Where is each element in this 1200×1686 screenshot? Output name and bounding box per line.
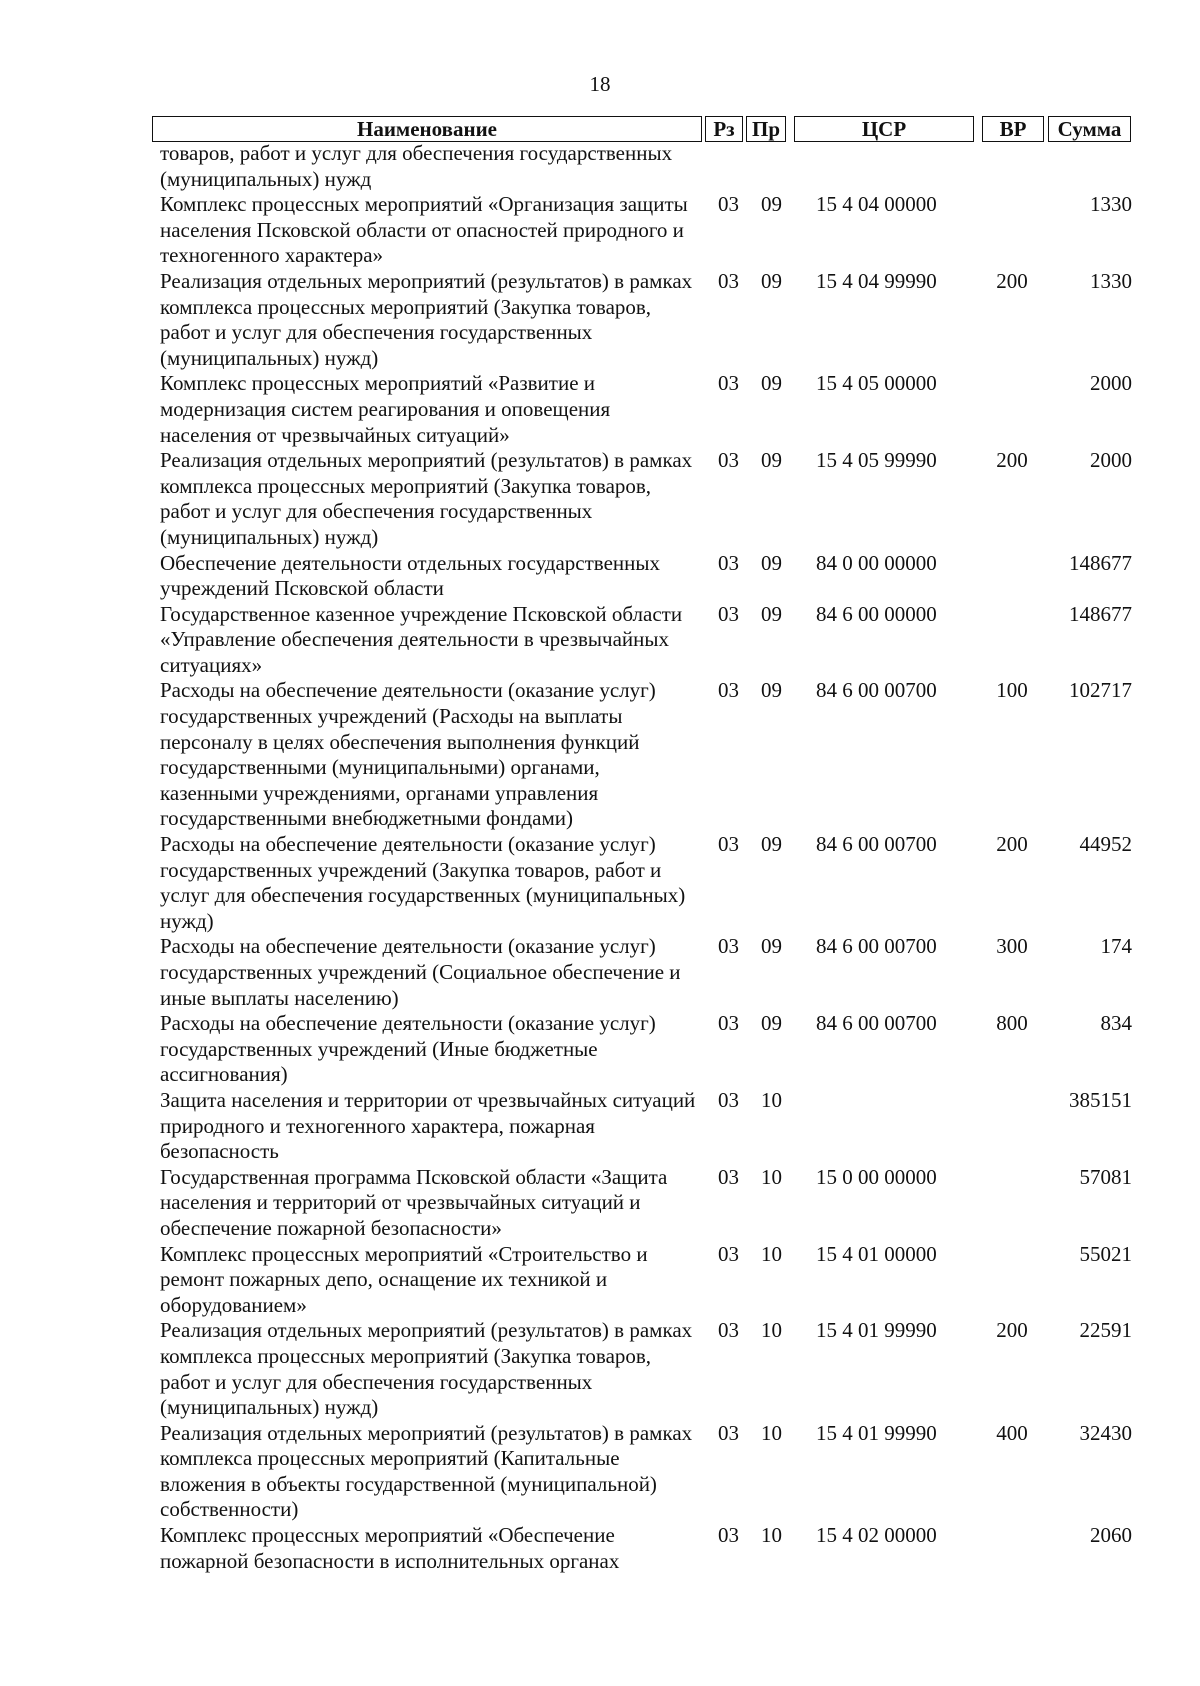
cell-csr: 84 0 00 00000 <box>816 550 937 575</box>
cell-pr: 10 <box>761 1523 782 1548</box>
cell-name: Реализация отдельных мероприятий (результатов) в рамках комплекса процессных мероприятий (Закупка товаров, работ и услуг для обеспечения государственных (муниципальных) нужд) <box>160 448 693 549</box>
table-row <box>160 371 1140 448</box>
cell-sum: 834 <box>1100 1011 1132 1036</box>
cell-sum: 174 <box>1100 934 1132 959</box>
cell-name: Расходы на обеспечение деятельности (оказание услуг) государственных учреждений (Иные бюджетные ассигнования) <box>160 1011 656 1087</box>
header-pr: Пр <box>746 116 786 142</box>
cell-name: Обеспечение деятельности отдельных государственных учреждений Псковской области <box>160 550 660 601</box>
cell-vr: 200 <box>996 268 1028 293</box>
table-row <box>160 269 1140 371</box>
cell-csr: 15 4 04 00000 <box>816 192 937 217</box>
cell-sum: 2000 <box>1090 371 1132 396</box>
cell-csr: 84 6 00 00700 <box>816 1011 937 1036</box>
cell-pr: 10 <box>761 1420 782 1445</box>
cell-pr: 09 <box>761 192 782 217</box>
cell-rz: 03 <box>718 1011 739 1036</box>
cell-vr: 100 <box>996 678 1028 703</box>
cell-name: Государственная программа Псковской области «Защита населения и территорий от чрезвычайных ситуаций и обеспечение пожарной безопасности» <box>160 1164 668 1240</box>
cell-name: Расходы на обеспечение деятельности (оказание услуг) государственных учреждений (Расходы на выплаты персоналу в целях обеспечения выполнения функций государственными (муниципальными) органами, казенными учреждениями, органами управления государственными внебюджетными фондами) <box>160 678 656 831</box>
cell-sum: 57081 <box>1079 1164 1132 1189</box>
cell-vr: 300 <box>996 934 1028 959</box>
table-row <box>160 602 1140 679</box>
cell-csr: 15 4 01 00000 <box>816 1241 937 1266</box>
cell-rz: 03 <box>718 192 739 217</box>
cell-csr: 15 0 00 00000 <box>816 1164 937 1189</box>
cell-rz: 03 <box>718 678 739 703</box>
table-row <box>160 1165 1140 1242</box>
cell-rz: 03 <box>718 1241 739 1266</box>
header-sum: Сумма <box>1048 116 1131 142</box>
cell-csr: 15 4 05 99990 <box>816 448 937 473</box>
cell-name: Расходы на обеспечение деятельности (оказание услуг) государственных учреждений (Социальное обеспечение и иные выплаты населению) <box>160 934 681 1010</box>
cell-name: Комплекс процессных мероприятий «Обеспечение пожарной безопасности в исполнительных органах <box>160 1523 620 1573</box>
cell-name: Защита населения и территории от чрезвычайных ситуаций природного и техногенного характера, пожарная безопасность <box>160 1087 696 1164</box>
table-body <box>160 141 1140 1574</box>
cell-pr: 10 <box>761 1087 782 1112</box>
table-row <box>160 551 1140 602</box>
cell-name: Реализация отдельных мероприятий (результатов) в рамках комплекса процессных мероприятий (Закупка товаров, работ и услуг для обеспечения государственных (муниципальных) нужд) <box>160 1318 693 1420</box>
cell-pr: 10 <box>761 1241 782 1266</box>
cell-rz: 03 <box>718 371 739 396</box>
cell-name: Комплекс процессных мероприятий «Организация защиты населения Псковской области от опасностей природного и техногенного характера» <box>160 192 688 268</box>
cell-name: Реализация отдельных мероприятий (результатов) в рамках комплекса процессных мероприятий (Капитальные вложения в объекты государственной (муниципальной) собственности) <box>160 1420 693 1522</box>
cell-sum: 55021 <box>1079 1241 1132 1266</box>
table-row <box>160 192 1140 269</box>
table-row <box>160 141 1140 192</box>
cell-sum: 102717 <box>1069 678 1132 703</box>
cell-csr: 84 6 00 00000 <box>816 601 937 626</box>
cell-sum: 1330 <box>1090 268 1132 293</box>
cell-pr: 09 <box>761 448 782 473</box>
cell-name: товаров, работ и услуг для обеспечения государственных (муниципальных) нужд <box>160 141 673 191</box>
cell-pr: 10 <box>761 1318 782 1343</box>
cell-vr: 800 <box>996 1011 1028 1036</box>
table-row <box>160 934 1140 1011</box>
cell-pr: 09 <box>761 601 782 626</box>
cell-csr: 84 6 00 00700 <box>816 678 937 703</box>
cell-csr: 84 6 00 00700 <box>816 934 937 959</box>
cell-rz: 03 <box>718 832 739 857</box>
cell-name: Государственное казенное учреждение Псковской области «Управление обеспечения деятельности в чрезвычайных ситуациях» <box>160 601 683 677</box>
cell-rz: 03 <box>718 1164 739 1189</box>
table-row <box>160 832 1140 934</box>
cell-rz: 03 <box>718 1087 739 1112</box>
cell-pr: 09 <box>761 371 782 396</box>
cell-rz: 03 <box>718 268 739 293</box>
cell-name: Реализация отдельных мероприятий (результатов) в рамках комплекса процессных мероприятий (Закупка товаров, работ и услуг для обеспечения государственных (муниципальных) нужд) <box>160 268 693 370</box>
table-row <box>160 678 1140 832</box>
cell-pr: 09 <box>761 934 782 959</box>
table-row <box>160 1421 1140 1523</box>
table-row <box>160 1318 1140 1420</box>
table-row <box>160 1523 1140 1574</box>
cell-pr: 09 <box>761 832 782 857</box>
cell-name: Расходы на обеспечение деятельности (оказание услуг) государственных учреждений (Закупка товаров, работ и услуг для обеспечения государственных (муниципальных) нужд) <box>160 832 686 933</box>
cell-vr: 200 <box>996 832 1028 857</box>
cell-pr: 10 <box>761 1164 782 1189</box>
cell-sum: 44952 <box>1079 832 1132 857</box>
cell-csr: 15 4 04 99990 <box>816 268 937 293</box>
table-header <box>152 116 1131 144</box>
cell-csr: 84 6 00 00700 <box>816 832 937 857</box>
cell-rz: 03 <box>718 448 739 473</box>
table-row <box>160 1242 1140 1319</box>
cell-vr: 400 <box>996 1420 1028 1445</box>
cell-csr: 15 4 01 99990 <box>816 1318 937 1343</box>
cell-sum: 32430 <box>1079 1420 1132 1445</box>
cell-name: Комплекс процессных мероприятий «Развитие и модернизация систем реагирования и оповещения населения от чрезвычайных ситуаций» <box>160 371 611 447</box>
cell-sum: 2000 <box>1090 448 1132 473</box>
header-csr: ЦСР <box>794 116 974 142</box>
table-row <box>160 1011 1140 1088</box>
cell-vr: 200 <box>996 1318 1028 1343</box>
cell-sum: 148677 <box>1069 550 1132 575</box>
cell-sum: 385151 <box>1069 1087 1132 1112</box>
cell-csr: 15 4 02 00000 <box>816 1523 937 1548</box>
header-vr: ВР <box>982 116 1044 142</box>
cell-rz: 03 <box>718 601 739 626</box>
table-row <box>160 1088 1140 1165</box>
cell-pr: 09 <box>761 268 782 293</box>
cell-sum: 1330 <box>1090 192 1132 217</box>
cell-name: Комплекс процессных мероприятий «Строительство и ремонт пожарных депо, оснащение их техникой и оборудованием» <box>160 1241 648 1317</box>
cell-rz: 03 <box>718 550 739 575</box>
cell-vr: 200 <box>996 448 1028 473</box>
cell-pr: 09 <box>761 550 782 575</box>
cell-sum: 148677 <box>1069 601 1132 626</box>
cell-sum: 2060 <box>1090 1523 1132 1548</box>
cell-rz: 03 <box>718 934 739 959</box>
cell-rz: 03 <box>718 1420 739 1445</box>
cell-rz: 03 <box>718 1523 739 1548</box>
cell-pr: 09 <box>761 1011 782 1036</box>
cell-sum: 22591 <box>1079 1318 1132 1343</box>
cell-csr: 15 4 01 99990 <box>816 1420 937 1445</box>
header-rz: Рз <box>705 116 743 142</box>
page-number: 18 <box>589 72 611 96</box>
header-name: Наименование <box>152 116 702 142</box>
cell-pr: 09 <box>761 678 782 703</box>
cell-rz: 03 <box>718 1318 739 1343</box>
table-row <box>160 448 1140 550</box>
cell-csr: 15 4 05 00000 <box>816 371 937 396</box>
